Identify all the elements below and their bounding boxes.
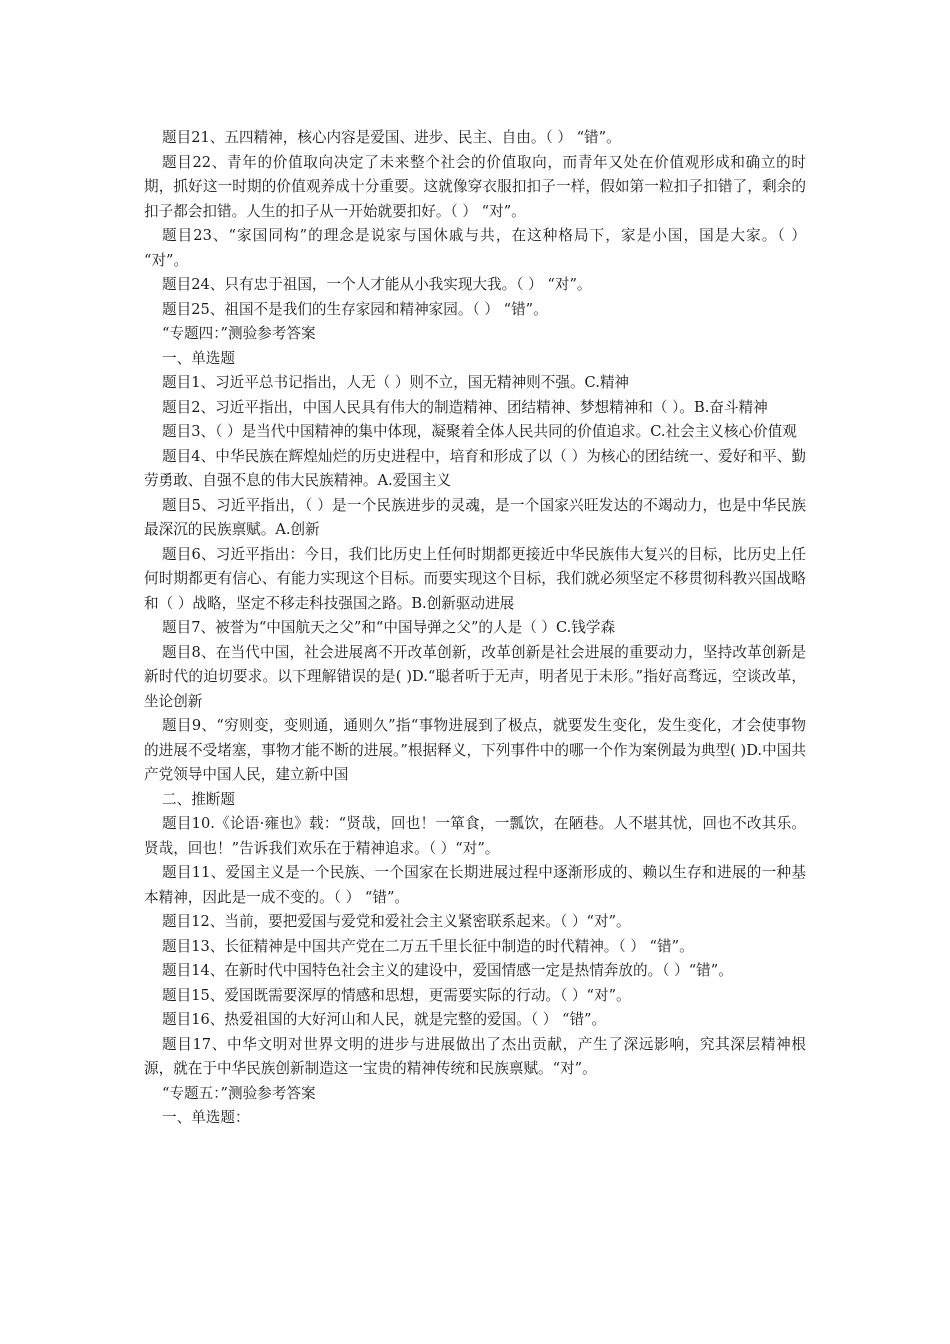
paragraph-t4-q1: 题目1、习近平总书记指出，人无（ ）则不立，国无精神则不强。C.精神 [162,374,630,391]
subheading-true-false: 二、推断题 [162,790,235,808]
paragraph-t4-q11: 题目11、爱国主义是一个民族、一个国家在长期进展过程中逐渐形成的、赖以生存和进展的一种基本精神，因此是一成不变的。（ ） “错”。 [144,864,806,906]
paragraph-t4-q3: 题目3、（ ）是当代中国精神的集中体现，凝聚着全体人民共同的价值追求。C.社会主义核心价值观 [162,423,797,440]
paragraph-t4-q7: 题目7、被誉为“中国航天之父”和“中国导弹之父”的人是（ ）C.钱学森 [162,619,616,636]
paragraph-t4-q2: 题目2、习近平指出，中国人民具有伟大的制造精神、团结精神、梦想精神和（ ）。B.奋斗精神 [162,398,768,416]
paragraph-t4-q15: 题目15、爱国既需要深厚的情感和思想，更需要实际的行动。（ ）“对”。 [162,986,631,1004]
paragraph-q22: 题目22、青年的价值取向决定了未来整个社会的价值取向，而青年又处在价值观形成和确立的时期，抓好这一时期的价值观养成十分重要。这就像穿衣服扣扣子一样，假如第一粒扣子扣错了，剩余的扣子都会扣错。人生的扣子从一开始就要扣好。（ ） “对”。 [144,153,806,220]
paragraph-t4-q16: 题目16、热爱祖国的大好河山和人民，就是完整的爱国。（ ） “错”。 [162,1011,607,1028]
paragraph-t4-q17: 题目17、中华文明对世界文明的进步与进展做出了杰出贡献，产生了深远影响，究其深层精神根源，就在于中华民族创新制造这一宝贵的精神传统和民族禀赋。“对”。 [144,1035,806,1077]
paragraph-t4-q12: 题目12、当前，要把爱国与爱党和爱社会主义紧密联系起来。（ ）“对”。 [162,913,631,930]
paragraph-t4-q6: 题目6、习近平指出：今日，我们比历史上任何时期都更接近中华民族伟大复兴的目标，比历史上任何时期都更有信心、有能力实现这个目标。而要实现这个目标，我们就必须坚定不移贯彻科教兴国战略和（ ）战略，坚定不移走科技强国之路。B.创新驱动进展 [144,545,806,612]
paragraph-q24: 题目24、只有忠于祖国，一个人才能从小我实现大我。（ ） “对”。 [162,276,592,293]
paragraph-t4-q5: 题目5、习近平指出，（ ）是一个民族进步的灵魂，是一个国家兴旺发达的不竭动力，也是中华民族最深沉的民族禀赋。A.创新 [144,496,806,538]
subheading-single-choice: 一、单选题 [162,349,235,367]
paragraph-t4-q14: 题目14、在新时代中国特色社会主义的建设中，爱国情感一定是热情奔放的。（ ）“错”。 [162,962,733,979]
paragraph-q23: 题目23、“家国同构”的理念是说家与国休戚与共，在这种格局下，家是小国，国是大家。（ ） “对”。 [144,227,806,269]
paragraph-q21: 题目21、五四精神，核心内容是爱国、进步、民主、自由。（ ） “错”。 [162,129,621,146]
section-heading-topic5: “专题五：”测验参考答案 [162,1084,316,1102]
paragraph-t4-q9: 题目9、“穷则变，变则通，通则久”指“事物进展到了极点，就要发生变化，发生变化，才会使事物的进展不受堵塞，事物才能不断的进展。”根据释义，下列事件中的哪一个作为案例最为典型( )D.中国共产党领导中国人民，建立新中国 [144,717,806,783]
subheading-single-choice-topic5: 一、单选题： [162,1109,250,1126]
paragraph-t4-q13: 题目13、长征精神是中国共产党在二万五千里长征中制造的时代精神。（ ） “错”。 [162,937,694,955]
document-page [144,126,806,1131]
section-heading-topic4: “专题四：”测验参考答案 [162,325,316,342]
paragraph-q25: 题目25、祖国不是我们的生存家园和精神家园。（ ） “错”。 [162,300,548,318]
paragraph-t4-q4: 题目4、中华民族在辉煌灿烂的历史进程中，培育和形成了以（ ）为核心的团结统一、爱好和平、勤劳勇敢、自强不息的伟大民族精神。A.爱国主义 [144,447,806,489]
paragraph-t4-q8: 题目8、在当代中国，社会进展离不开改革创新，改革创新是社会进展的重要动力，坚持改革创新是新时代的迫切要求。以下理解错误的是( )D.“聪者听于无声，明者见于未形。”指好高骛远，空谈改革，坐论创新 [144,643,806,710]
paragraph-t4-q10: 题目10.《论语·雍也》载：“贤哉，回也！一箪食，一瓢饮，在陋巷。人不堪其忧，回也不改其乐。贤哉，回也！”告诉我们欢乐在于精神追求。（ ）“对”。 [144,815,806,857]
